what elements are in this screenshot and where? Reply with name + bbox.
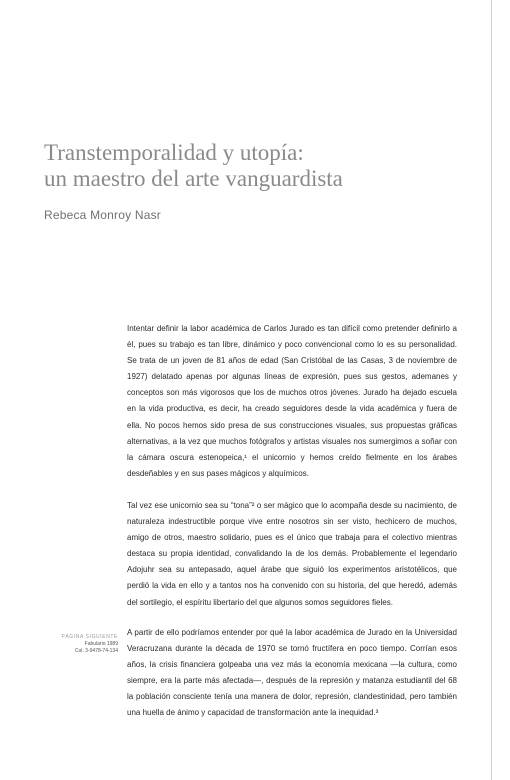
article-title-line-2: un maestro del arte vanguardista — [44, 166, 343, 191]
article-title-line-1: Transtemporalidad y utopía: — [44, 140, 304, 165]
body-paragraph-3: A partir de ello podríamos entender por qué la labor académica de Jurado en la Universidad Veracruzana durante la década de 1970 se tornó fructífera en poco tiempo. Corrían esos años, la crisis financiera golpeaba una vez más la economía mexicana —la cultura, como siempre, era la parte más afectada—, después de la represión y matanza estudiantil del 68 la población consciente tenía una manera de dolor, represión, clandestinidad, pero también una huella de ánimo y capacidad de transformación ante la inequidad.³ — [127, 627, 457, 718]
page-edge-rule — [491, 0, 492, 780]
caption-line-1: Fabulario 1989 — [84, 641, 118, 647]
caption-line-2: Col. 3-9478-74-134 — [74, 648, 118, 654]
article-body — [127, 321, 457, 721]
body-paragraph-2: Tal vez ese unicornio sea su “tona”² o ser mágico que lo acompaña desde su nacimiento, de naturaleza indestructible porque vive entre nosotros sin ser visto, hechicero de muchos, amigo de otros, maestro solidario, pues es el único que trabaja para el colectivo mientras destaca su propia identidad, convalidando la de los demás. Probablemente el legendario Adojuhr sea su antepasado, aquel árabe que siguió los experimentos aristotélicos, que perdió la vida en ello y a tantos nos ha convenido con su historia, del que heredó, además del sortilegio, el espíritu libertario del que algunos somos seguidores fieles. — [127, 500, 457, 607]
caption-label: PÁGINA SIGUIENTE — [61, 634, 118, 640]
article-title — [44, 140, 464, 192]
article-author: Rebeca Monroy Nasr — [44, 208, 161, 222]
body-paragraph-1: Intentar definir la labor académica de Carlos Jurado es tan difícil como pretender definirlo a él, pues su trabajo es tan libre, dinámico y poco convencional como lo es su personalidad. Se trata de un joven de 81 años de edad (San Cristóbal de las Casas, 3 de noviembre de 1927) delatado apenas por algunas líneas de expresión, pues sus gestos, ademanes y conceptos son más vigorosos que los de muchos otros jóvenes. Jurado ha dejado escuela en la vida productiva, es decir, ha creado seguidores desde la vida académica y fuera de ella. No pocos hemos sido presa de sus construcciones visuales, sus propuestas gráficas alternativas, a la vez que muchos fotógrafos y artistas visuales nos sumergimos a soñar con la cámara oscura estenopeica,¹ el unicornio y hemos creído fielmente en los árabes desdeñables y en sus pases mágicos y alquímicos. — [127, 324, 457, 478]
image-caption — [42, 634, 118, 655]
